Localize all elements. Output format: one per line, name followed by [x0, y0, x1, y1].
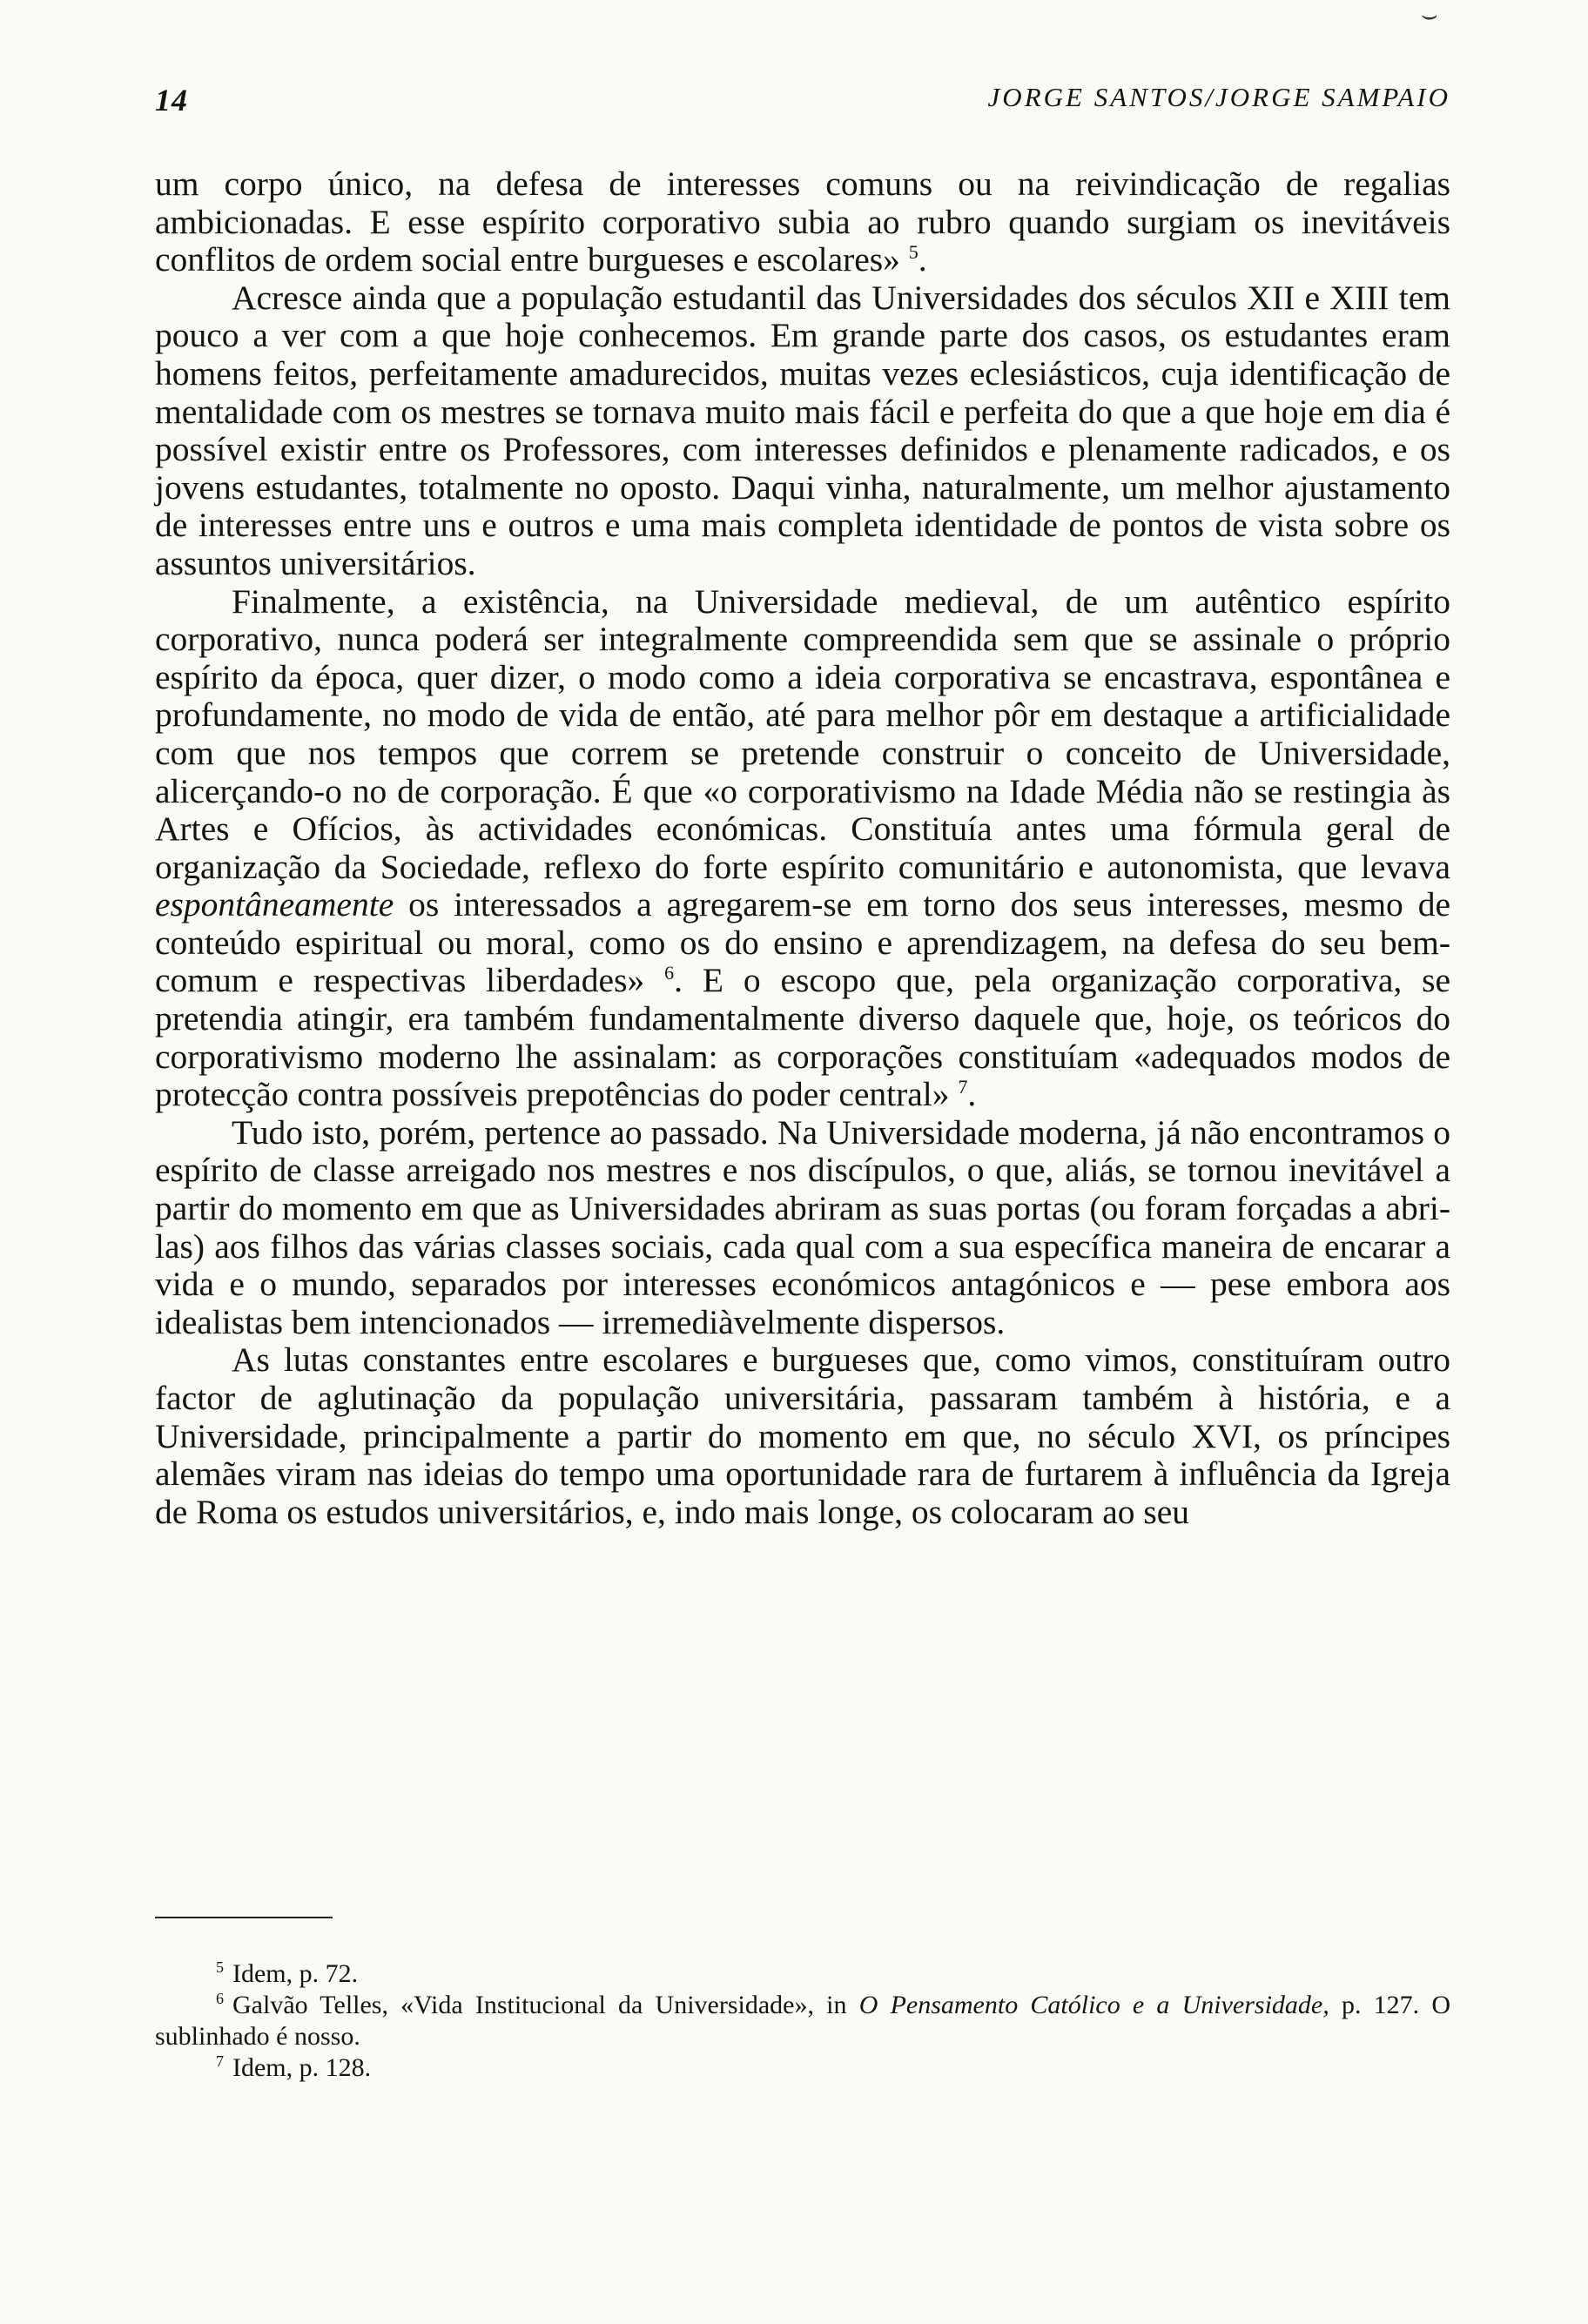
paragraph-3-part-2: os interessados a agregarem-se em torno dos seus interesses, mesmo de conteúdo espiritual ou moral, como os do ensino e aprendizagem, na defesa do seu bem-comum e respectivas liberdades»	[155, 885, 1450, 1000]
paragraph-3-part-3: . E o escopo que, pela organização corporativa, se pretendia atingir, era também fundamentalmente diverso daquele que, hoje, os teóricos do corporativismo moderno lhe assinalam: as corporações constituíam «adequados modos de protecção contra possíveis prepotências do poder central»	[155, 961, 1451, 1114]
footnote-ref-7: 7	[958, 1076, 968, 1098]
footnote-ref-5: 5	[908, 241, 918, 264]
paragraph-3-end: .	[967, 1075, 977, 1114]
footnote-6	[155, 1990, 1450, 2052]
footnote-6-end: p. 127. O sublinhado é nosso.	[155, 1991, 1450, 2051]
paragraph-1-end: .	[918, 240, 927, 279]
footnote-5-number: 5	[216, 1958, 224, 1976]
footnote-divider	[155, 1917, 333, 1918]
footnote-6-text: Galvão Telles, «Vida Institucional da Universidade», in	[232, 1991, 859, 2019]
body-text	[155, 165, 1450, 1531]
footnote-6-number: 6	[216, 1990, 224, 2007]
page-number: 14	[155, 83, 188, 118]
paragraph-3-italic: espontâneamente	[155, 885, 394, 924]
footnote-5-text: Idem, p. 72.	[232, 1959, 359, 1988]
paragraph-4: Tudo isto, porém, pertence ao passado. Na Universidade moderna, já não encontramos o espírito de classe arreigado nos mestres e nos discípulos, o que, aliás, se tornou inevitável a partir do momento em que as Universidades abriram as suas portas (ou foram forçadas a abri-las) aos filhos das várias classes sociais, cada qual com a sua específica maneira de encarar a vida e o mundo, separados por interesses económicos antagónicos e — pese embora aos idealistas bem intencionados — irremediàvelmente dispersos.	[155, 1112, 1450, 1341]
footnote-5	[155, 1958, 1450, 1990]
footnote-7-text: Idem, p. 128.	[232, 2053, 372, 2082]
paragraph-1	[155, 165, 1450, 279]
footnote-ref-6: 6	[664, 962, 675, 984]
running-head: JORGE SANTOS/JORGE SAMPAIO	[987, 82, 1450, 112]
paragraph-1-text: um corpo único, na defesa de interesses comuns ou na reivindicação de regalias ambicionadas. E esse espírito corporativo subia ao rubro quando surgiam os inevitáveis conflitos de ordem social entre burgueses e escolares»	[155, 165, 1450, 279]
footnote-7-number: 7	[216, 2052, 224, 2070]
footnotes	[155, 1958, 1450, 2084]
scan-mark: ⌣	[1421, 0, 1438, 30]
paragraph-2: Acresce ainda que a população estudantil das Universidades dos séculos XII e XIII tem pouco a ver com a que hoje conhecemos. Em grande parte dos casos, os estudantes eram homens feitos, perfeitamente amadurecidos, muitas vezes eclesiásticos, cuja identificação de mentalidade com os mestres se tornava muito mais fácil e perfeita do que a que hoje em dia é possível existir entre os Professores, com interesses definidos e plenamente radicados, e os jovens estudantes, totalmente no oposto. Daqui vinha, naturalmente, um melhor ajustamento de interesses entre uns e outros e uma mais completa identidade de pontos de vista sobre os assuntos universitários.	[155, 278, 1450, 582]
paragraph-5: As lutas constantes entre escolares e burgueses que, como vimos, constituíram outro factor de aglutinação da população universitária, passaram também à história, e a Universidade, principalmente a partir do momento em que, no século XVI, os príncipes alemães viram nas ideias do tempo uma oportunidade rara de furtarem à influência da Igreja de Roma os estudos universitários, e, indo mais longe, os colocaram ao seu	[155, 1340, 1450, 1531]
footnote-7	[155, 2052, 1450, 2084]
paragraph-3	[155, 583, 1450, 1114]
footnote-6-title: O Pensamento Católico e a Universidade,	[858, 1991, 1329, 2019]
paragraph-3-part-1: Finalmente, a existência, na Universidade medieval, de um autêntico espírito corporativo, nunca poderá ser integralmente compreendida sem que se assinale o próprio espírito da época, quer dizer, o modo como a ideia corporativa se encastrava, espontânea e profundamente, no modo de vida de então, até para melhor pôr em destaque a artificialidade com que nos tempos que correm se pretende construir o conceito de Universidade, alicerçando-o no de corporação. É que «o corporativismo na Idade Média não se restingia às Artes e Ofícios, às actividades económicas. Constituía antes uma fórmula geral de organização da Sociedade, reflexo do forte espírito comunitário e autonomista, que levava	[155, 581, 1450, 886]
page-header	[155, 82, 1450, 134]
